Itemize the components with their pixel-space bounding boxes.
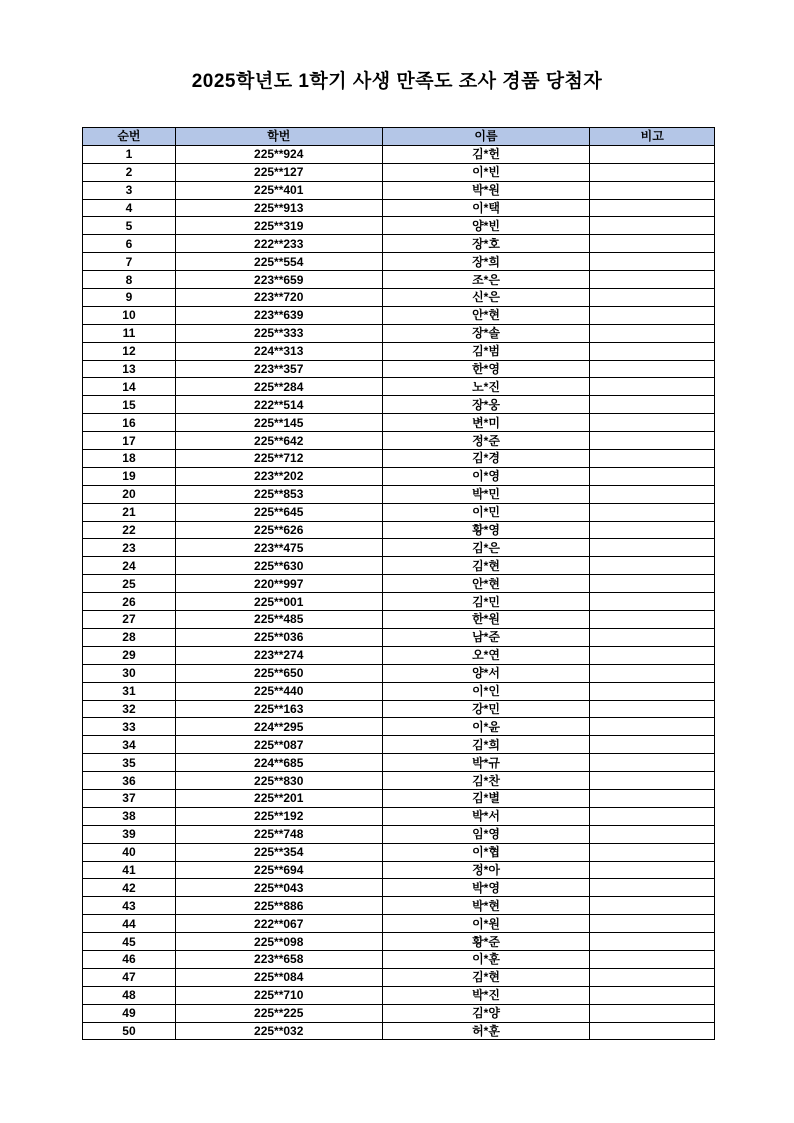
cell-name: 박*규	[382, 754, 590, 772]
cell-name: 황*준	[382, 933, 590, 951]
cell-no: 29	[83, 646, 176, 664]
cell-no: 3	[83, 181, 176, 199]
table-row	[83, 414, 715, 432]
cell-note	[590, 378, 715, 396]
cell-no: 48	[83, 986, 176, 1004]
table-row	[83, 360, 715, 378]
cell-no: 36	[83, 772, 176, 790]
cell-no: 39	[83, 825, 176, 843]
cell-note	[590, 628, 715, 646]
cell-student-id: 220**997	[175, 575, 382, 593]
cell-note	[590, 145, 715, 163]
cell-no: 37	[83, 789, 176, 807]
table-row	[83, 575, 715, 593]
table-body	[83, 145, 715, 1040]
cell-no: 17	[83, 432, 176, 450]
cell-name: 신*은	[382, 289, 590, 307]
column-header-name: 이름	[382, 128, 590, 146]
cell-no: 33	[83, 718, 176, 736]
cell-note	[590, 575, 715, 593]
cell-no: 35	[83, 754, 176, 772]
cell-note	[590, 539, 715, 557]
cell-student-id: 225**830	[175, 772, 382, 790]
cell-student-id: 222**067	[175, 915, 382, 933]
cell-note	[590, 271, 715, 289]
column-header-no: 순번	[83, 128, 176, 146]
cell-no: 8	[83, 271, 176, 289]
cell-no: 4	[83, 199, 176, 217]
table-row	[83, 843, 715, 861]
cell-name: 조*은	[382, 271, 590, 289]
table-row	[83, 199, 715, 217]
cell-name: 안*현	[382, 306, 590, 324]
cell-name: 박*민	[382, 485, 590, 503]
cell-note	[590, 897, 715, 915]
cell-student-id: 225**853	[175, 485, 382, 503]
cell-note	[590, 646, 715, 664]
cell-no: 32	[83, 700, 176, 718]
cell-student-id: 223**659	[175, 271, 382, 289]
cell-student-id: 225**001	[175, 593, 382, 611]
cell-note	[590, 986, 715, 1004]
cell-student-id: 225**354	[175, 843, 382, 861]
cell-student-id: 225**333	[175, 324, 382, 342]
cell-student-id: 222**233	[175, 235, 382, 253]
table-row	[83, 825, 715, 843]
cell-name: 김*현	[382, 968, 590, 986]
cell-student-id: 225**913	[175, 199, 382, 217]
cell-note	[590, 485, 715, 503]
cell-student-id: 225**087	[175, 736, 382, 754]
table-row	[83, 933, 715, 951]
cell-note	[590, 843, 715, 861]
cell-note	[590, 324, 715, 342]
cell-name: 김*민	[382, 593, 590, 611]
table-row	[83, 485, 715, 503]
cell-note	[590, 235, 715, 253]
cell-student-id: 223**357	[175, 360, 382, 378]
cell-name: 강*민	[382, 700, 590, 718]
table-row	[83, 342, 715, 360]
cell-no: 15	[83, 396, 176, 414]
table-row	[83, 789, 715, 807]
cell-name: 이*빈	[382, 163, 590, 181]
cell-student-id: 224**295	[175, 718, 382, 736]
cell-note	[590, 163, 715, 181]
cell-no: 28	[83, 628, 176, 646]
table-row	[83, 682, 715, 700]
table-row	[83, 611, 715, 629]
table-row	[83, 986, 715, 1004]
cell-no: 7	[83, 253, 176, 271]
cell-no: 6	[83, 235, 176, 253]
cell-student-id: 225**630	[175, 557, 382, 575]
cell-note	[590, 503, 715, 521]
cell-no: 5	[83, 217, 176, 235]
cell-name: 박*영	[382, 879, 590, 897]
cell-note	[590, 968, 715, 986]
cell-name: 김*희	[382, 736, 590, 754]
cell-note	[590, 593, 715, 611]
cell-no: 49	[83, 1004, 176, 1022]
table-row	[83, 503, 715, 521]
cell-name: 이*민	[382, 503, 590, 521]
cell-student-id: 225**694	[175, 861, 382, 879]
cell-no: 11	[83, 324, 176, 342]
cell-name: 이*택	[382, 199, 590, 217]
table-row	[83, 467, 715, 485]
cell-name: 남*준	[382, 628, 590, 646]
cell-no: 42	[83, 879, 176, 897]
cell-note	[590, 754, 715, 772]
cell-student-id: 225**192	[175, 807, 382, 825]
cell-name: 김*별	[382, 789, 590, 807]
cell-no: 14	[83, 378, 176, 396]
table-row	[83, 450, 715, 468]
cell-note	[590, 217, 715, 235]
cell-no: 40	[83, 843, 176, 861]
cell-name: 이*훈	[382, 950, 590, 968]
cell-note	[590, 450, 715, 468]
cell-no: 22	[83, 521, 176, 539]
table-row	[83, 324, 715, 342]
cell-note	[590, 718, 715, 736]
cell-note	[590, 879, 715, 897]
cell-name: 장*희	[382, 253, 590, 271]
cell-student-id: 223**475	[175, 539, 382, 557]
cell-name: 이*원	[382, 915, 590, 933]
cell-no: 27	[83, 611, 176, 629]
table-row	[83, 378, 715, 396]
cell-name: 양*서	[382, 664, 590, 682]
cell-no: 21	[83, 503, 176, 521]
cell-name: 박*서	[382, 807, 590, 825]
table-row	[83, 897, 715, 915]
cell-name: 오*연	[382, 646, 590, 664]
table-row	[83, 807, 715, 825]
column-header-note: 비고	[590, 128, 715, 146]
cell-student-id: 223**720	[175, 289, 382, 307]
cell-name: 김*찬	[382, 772, 590, 790]
cell-no: 23	[83, 539, 176, 557]
cell-name: 김*헌	[382, 145, 590, 163]
table-row	[83, 736, 715, 754]
cell-student-id: 225**098	[175, 933, 382, 951]
cell-student-id: 224**313	[175, 342, 382, 360]
cell-student-id: 225**642	[175, 432, 382, 450]
table-row	[83, 968, 715, 986]
cell-note	[590, 360, 715, 378]
cell-name: 장*웅	[382, 396, 590, 414]
cell-student-id: 225**084	[175, 968, 382, 986]
table-row	[83, 163, 715, 181]
cell-no: 16	[83, 414, 176, 432]
cell-student-id: 225**440	[175, 682, 382, 700]
cell-name: 정*아	[382, 861, 590, 879]
page-title: 2025학년도 1학기 사생 만족도 조사 경품 당첨자	[191, 71, 603, 92]
cell-note	[590, 199, 715, 217]
cell-no: 20	[83, 485, 176, 503]
cell-student-id: 225**650	[175, 664, 382, 682]
cell-student-id: 225**127	[175, 163, 382, 181]
cell-no: 2	[83, 163, 176, 181]
cell-no: 18	[83, 450, 176, 468]
cell-no: 50	[83, 1022, 176, 1040]
table-row	[83, 879, 715, 897]
table-row	[83, 271, 715, 289]
cell-name: 안*현	[382, 575, 590, 593]
cell-no: 45	[83, 933, 176, 951]
cell-note	[590, 396, 715, 414]
cell-note	[590, 1004, 715, 1022]
cell-note	[590, 700, 715, 718]
table-row	[83, 754, 715, 772]
cell-note	[590, 682, 715, 700]
cell-note	[590, 915, 715, 933]
cell-name: 박*현	[382, 897, 590, 915]
cell-note	[590, 933, 715, 951]
cell-name: 김*범	[382, 342, 590, 360]
table-row	[83, 646, 715, 664]
cell-note	[590, 664, 715, 682]
cell-student-id: 225**032	[175, 1022, 382, 1040]
column-header-student-id: 학번	[175, 128, 382, 146]
table-row	[83, 432, 715, 450]
cell-name: 김*현	[382, 557, 590, 575]
cell-student-id: 225**626	[175, 521, 382, 539]
cell-student-id: 225**401	[175, 181, 382, 199]
cell-no: 41	[83, 861, 176, 879]
cell-no: 10	[83, 306, 176, 324]
cell-no: 46	[83, 950, 176, 968]
cell-note	[590, 772, 715, 790]
cell-note	[590, 181, 715, 199]
table-header-row	[83, 128, 715, 146]
table-row	[83, 521, 715, 539]
table-row	[83, 718, 715, 736]
cell-name: 이*인	[382, 682, 590, 700]
cell-student-id: 225**485	[175, 611, 382, 629]
table-row	[83, 539, 715, 557]
cell-name: 이*윤	[382, 718, 590, 736]
table-row	[83, 306, 715, 324]
cell-note	[590, 289, 715, 307]
table-row	[83, 915, 715, 933]
cell-student-id: 225**036	[175, 628, 382, 646]
table-row	[83, 772, 715, 790]
cell-name: 임*영	[382, 825, 590, 843]
cell-student-id: 225**163	[175, 700, 382, 718]
cell-student-id: 225**710	[175, 986, 382, 1004]
cell-note	[590, 306, 715, 324]
cell-name: 이*영	[382, 467, 590, 485]
cell-student-id: 225**712	[175, 450, 382, 468]
table-row	[83, 289, 715, 307]
table-row	[83, 396, 715, 414]
cell-student-id: 225**284	[175, 378, 382, 396]
cell-no: 26	[83, 593, 176, 611]
table-row	[83, 593, 715, 611]
table-row	[83, 181, 715, 199]
cell-note	[590, 861, 715, 879]
cell-no: 25	[83, 575, 176, 593]
cell-name: 한*영	[382, 360, 590, 378]
cell-student-id: 225**886	[175, 897, 382, 915]
cell-name: 김*양	[382, 1004, 590, 1022]
table-row	[83, 1004, 715, 1022]
cell-note	[590, 807, 715, 825]
cell-no: 34	[83, 736, 176, 754]
cell-student-id: 225**645	[175, 503, 382, 521]
cell-note	[590, 414, 715, 432]
cell-name: 변*미	[382, 414, 590, 432]
cell-name: 김*경	[382, 450, 590, 468]
cell-no: 9	[83, 289, 176, 307]
cell-no: 47	[83, 968, 176, 986]
cell-student-id: 225**201	[175, 789, 382, 807]
cell-no: 43	[83, 897, 176, 915]
cell-no: 13	[83, 360, 176, 378]
cell-note	[590, 342, 715, 360]
cell-no: 1	[83, 145, 176, 163]
cell-student-id: 225**043	[175, 879, 382, 897]
cell-name: 이*협	[382, 843, 590, 861]
cell-note	[590, 557, 715, 575]
cell-student-id: 223**274	[175, 646, 382, 664]
cell-no: 12	[83, 342, 176, 360]
cell-note	[590, 521, 715, 539]
table-row	[83, 664, 715, 682]
cell-name: 황*영	[382, 521, 590, 539]
cell-name: 박*진	[382, 986, 590, 1004]
cell-name: 노*진	[382, 378, 590, 396]
cell-student-id: 223**658	[175, 950, 382, 968]
cell-note	[590, 825, 715, 843]
table-row	[83, 700, 715, 718]
table-row	[83, 145, 715, 163]
cell-note	[590, 789, 715, 807]
cell-student-id: 222**514	[175, 396, 382, 414]
cell-note	[590, 736, 715, 754]
cell-student-id: 223**639	[175, 306, 382, 324]
cell-no: 31	[83, 682, 176, 700]
cell-name: 정*준	[382, 432, 590, 450]
cell-no: 44	[83, 915, 176, 933]
cell-student-id: 225**225	[175, 1004, 382, 1022]
cell-student-id: 223**202	[175, 467, 382, 485]
cell-no: 38	[83, 807, 176, 825]
cell-student-id: 225**748	[175, 825, 382, 843]
cell-name: 장*호	[382, 235, 590, 253]
cell-note	[590, 950, 715, 968]
table-row	[83, 1022, 715, 1040]
cell-no: 30	[83, 664, 176, 682]
table-row	[83, 253, 715, 271]
cell-no: 19	[83, 467, 176, 485]
cell-student-id: 224**685	[175, 754, 382, 772]
table-row	[83, 950, 715, 968]
cell-name: 장*솔	[382, 324, 590, 342]
cell-note	[590, 467, 715, 485]
cell-note	[590, 1022, 715, 1040]
table-row	[83, 628, 715, 646]
table-row	[83, 235, 715, 253]
cell-name: 허*훈	[382, 1022, 590, 1040]
cell-no: 24	[83, 557, 176, 575]
cell-student-id: 225**319	[175, 217, 382, 235]
cell-name: 한*원	[382, 611, 590, 629]
cell-note	[590, 432, 715, 450]
cell-student-id: 225**145	[175, 414, 382, 432]
cell-note	[590, 253, 715, 271]
cell-note	[590, 611, 715, 629]
winners-table	[82, 127, 715, 1040]
table-row	[83, 557, 715, 575]
cell-name: 박*원	[382, 181, 590, 199]
table-row	[83, 861, 715, 879]
cell-student-id: 225**924	[175, 145, 382, 163]
cell-name: 김*은	[382, 539, 590, 557]
table-row	[83, 217, 715, 235]
cell-name: 양*빈	[382, 217, 590, 235]
cell-student-id: 225**554	[175, 253, 382, 271]
